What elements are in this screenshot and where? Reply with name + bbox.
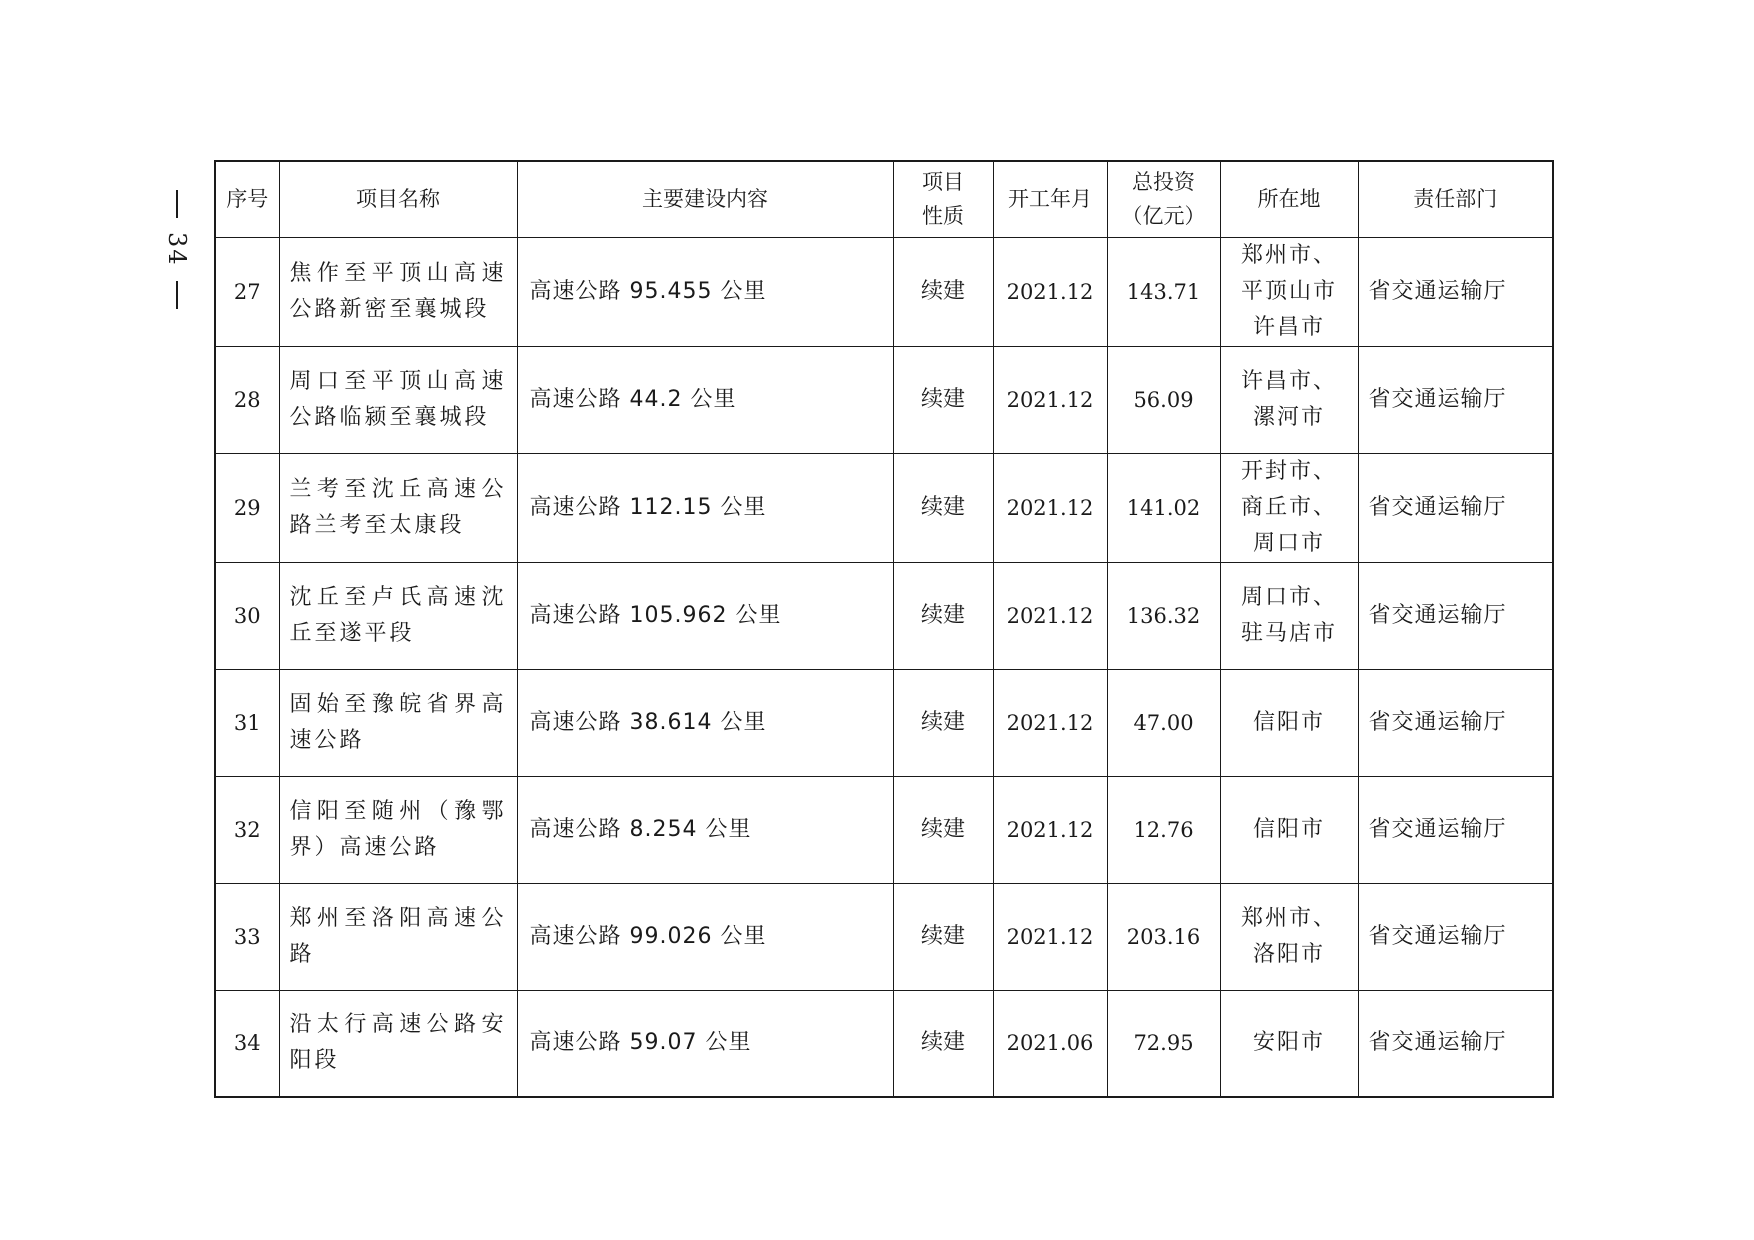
cell-project-name: 郑州至洛阳高速公路 [279,883,517,990]
cell-project-name: 沈丘至卢氏高速沈丘至遂平段 [279,562,517,669]
table-row [215,990,1553,1097]
cell-nature: 续建 [893,562,993,669]
cell-start-date: 2021.06 [993,990,1107,1097]
cell-nature: 续建 [893,237,993,346]
cell-start-date: 2021.12 [993,562,1107,669]
header-nature-line-2: 性质 [922,204,964,229]
cell-project-name: 沿太行高速公路安阳段 [279,990,517,1097]
cell-investment: 136.32 [1107,562,1220,669]
table-row [215,453,1553,562]
cell-seq: 34 [215,990,279,1097]
cell-location [1220,883,1358,990]
table-row [215,669,1553,776]
location-line: 郑州市、 [1240,242,1337,268]
cell-start-date: 2021.12 [993,776,1107,883]
header-investment [1107,161,1220,237]
cell-start-date: 2021.12 [993,669,1107,776]
cell-nature: 续建 [893,669,993,776]
cell-location [1220,237,1358,346]
cell-investment: 141.02 [1107,453,1220,562]
page-number-dash-top [176,190,178,218]
cell-seq: 28 [215,346,279,453]
cell-seq: 30 [215,562,279,669]
cell-seq: 27 [215,237,279,346]
header-location: 所在地 [1220,161,1358,237]
cell-department: 省交通运输厅 [1358,237,1553,346]
page-number [164,190,190,330]
location-line: 平顶山市 [1240,278,1337,304]
project-table [214,160,1554,1098]
header-investment-line-2: （亿元） [1121,204,1206,229]
cell-content: 高速公路 99.026 公里 [517,883,893,990]
cell-location [1220,562,1358,669]
cell-content: 高速公路 59.07 公里 [517,990,893,1097]
cell-investment: 203.16 [1107,883,1220,990]
location-line: 洛阳市 [1252,941,1325,967]
cell-department: 省交通运输厅 [1358,990,1553,1097]
cell-project-name: 周口至平顶山高速公路临颍至襄城段 [279,346,517,453]
cell-content: 高速公路 95.455 公里 [517,237,893,346]
cell-department: 省交通运输厅 [1358,776,1553,883]
cell-content: 高速公路 38.614 公里 [517,669,893,776]
cell-content: 高速公路 8.254 公里 [517,776,893,883]
table-body [215,237,1553,1097]
cell-department: 省交通运输厅 [1358,453,1553,562]
location-line: 郑州市、 [1240,905,1337,931]
cell-nature: 续建 [893,453,993,562]
location-line: 周口市、 [1240,584,1337,610]
header-nature-line-1: 项目 [922,170,964,195]
location-line: 信阳市 [1252,709,1325,735]
header-department: 责任部门 [1358,161,1553,237]
cell-nature: 续建 [893,990,993,1097]
table-row [215,776,1553,883]
cell-start-date: 2021.12 [993,346,1107,453]
location-line: 商丘市、 [1240,494,1337,520]
header-name: 项目名称 [279,161,517,237]
cell-nature: 续建 [893,346,993,453]
location-line: 漯河市 [1252,404,1325,430]
location-line: 信阳市 [1252,816,1325,842]
location-line: 许昌市、 [1240,368,1337,394]
cell-content: 高速公路 112.15 公里 [517,453,893,562]
cell-project-name: 兰考至沈丘高速公路兰考至太康段 [279,453,517,562]
cell-department: 省交通运输厅 [1358,562,1553,669]
cell-start-date: 2021.12 [993,453,1107,562]
header-seq: 序号 [215,161,279,237]
cell-investment: 47.00 [1107,669,1220,776]
table-row [215,346,1553,453]
table-row [215,883,1553,990]
cell-investment: 72.95 [1107,990,1220,1097]
cell-location [1220,990,1358,1097]
cell-seq: 31 [215,669,279,776]
cell-content: 高速公路 44.2 公里 [517,346,893,453]
cell-location [1220,776,1358,883]
page-number-dash-bottom [176,281,178,309]
cell-department: 省交通运输厅 [1358,346,1553,453]
cell-start-date: 2021.12 [993,883,1107,990]
cell-department: 省交通运输厅 [1358,883,1553,990]
cell-content: 高速公路 105.962 公里 [517,562,893,669]
cell-seq: 33 [215,883,279,990]
header-start: 开工年月 [993,161,1107,237]
cell-seq: 29 [215,453,279,562]
cell-project-name: 固始至豫皖省界高速公路 [279,669,517,776]
cell-start-date: 2021.12 [993,237,1107,346]
location-line: 许昌市 [1252,314,1325,340]
cell-project-name: 焦作至平顶山高速公路新密至襄城段 [279,237,517,346]
cell-investment: 143.71 [1107,237,1220,346]
cell-nature: 续建 [893,883,993,990]
location-line: 安阳市 [1252,1030,1325,1056]
cell-location [1220,453,1358,562]
cell-investment: 56.09 [1107,346,1220,453]
header-content: 主要建设内容 [517,161,893,237]
cell-department: 省交通运输厅 [1358,669,1553,776]
page-number-text: 34 [163,232,191,267]
cell-project-name: 信阳至随州（豫鄂界）高速公路 [279,776,517,883]
cell-seq: 32 [215,776,279,883]
cell-investment: 12.76 [1107,776,1220,883]
location-line: 开封市、 [1240,458,1337,484]
location-line: 驻马店市 [1240,620,1337,646]
header-investment-line-1: 总投资 [1132,170,1195,195]
table-row [215,237,1553,346]
location-line: 周口市 [1252,530,1325,556]
header-nature [893,161,993,237]
cell-nature: 续建 [893,776,993,883]
cell-location [1220,346,1358,453]
cell-location [1220,669,1358,776]
table-row [215,562,1553,669]
table-header-row [215,161,1553,237]
